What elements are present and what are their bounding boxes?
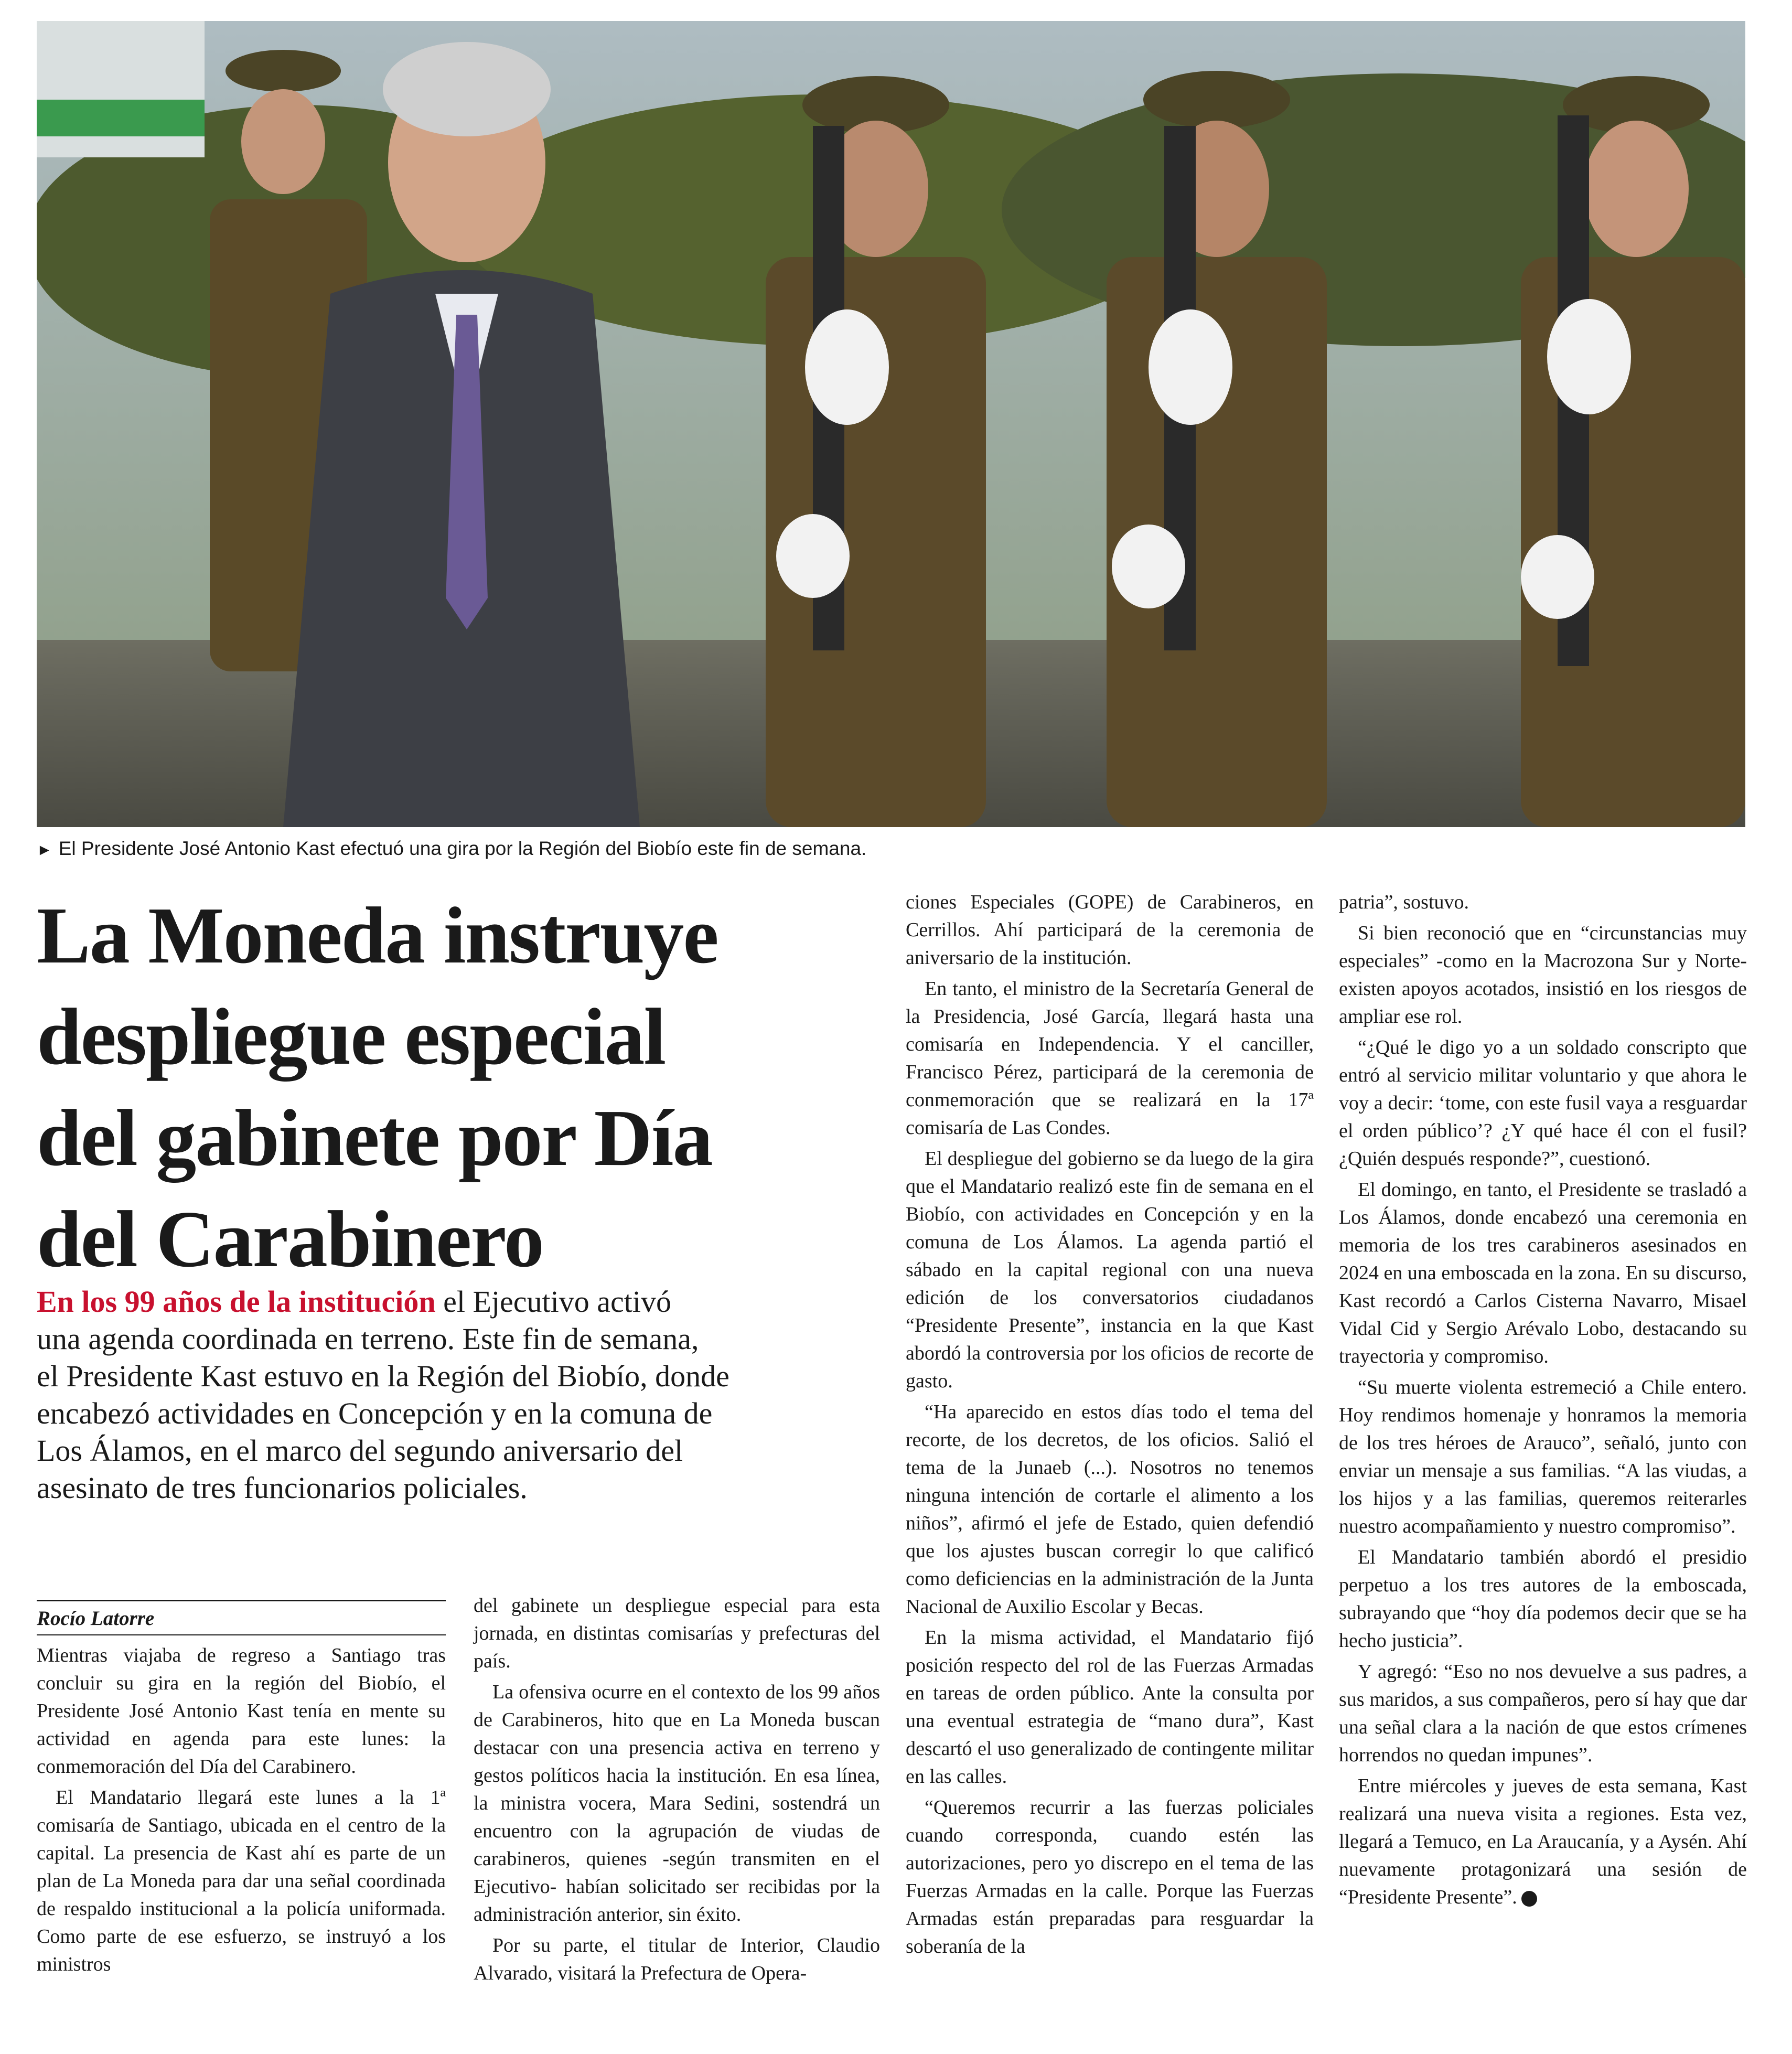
paragraph: El Mandatario llegará este lunes a la 1ª comisaría de Santiago, ubicada en el centro de la capital. La presencia de Kast ahí es parte de un plan de La Moneda para dar una señal coordinada de respaldo institucional a la policía uniformada. Como parte de ese esfuerzo, se instruyó a los ministros	[37, 1786, 446, 1975]
body-column-4	[1339, 889, 1747, 1911]
deck-line	[37, 1283, 886, 1320]
paragraph: El Mandatario también abordó el presidio perpetuo a los tres autores de la emboscada, subrayando que “hoy día podemos decir que se ha hecho justicia”.	[1339, 1546, 1747, 1652]
headline-line: despliegue especial	[37, 992, 666, 1082]
ceremony-photo-icon	[37, 21, 1745, 827]
paragraph: Y agregó: “Eso no nos devuelve a sus padres, a sus maridos, a sus compañeros, pero sí hay que dar una señal clara a la nación de que estos crímenes horrendos no quedan impunes”.	[1339, 1661, 1747, 1766]
deck	[37, 1283, 886, 1506]
caption-text: El Presidente José Antonio Kast efectuó una gira por la Región del Biobío este fin de semana.	[58, 838, 867, 859]
paragraph: Mientras viajaba de regreso a Santiago tras concluir su gira en la región del Biobío, el Presidente José Antonio Kast tenía en mente su actividad en agenda para este lunes: la conmemoración del Día del Carabinero.	[37, 1644, 446, 1778]
deck-line: asesinato de tres funcionarios policiales.	[37, 1471, 528, 1505]
paragraph: El domingo, en tanto, el Presidente se trasladó a Los Álamos, donde encabezó una ceremonia en memoria de los tres carabineros asesinados en 2024 en una emboscada en la zona. En su discurso, Kast recordó a Carlos Cisterna Navarro, Misael Vidal Cid y Sergio Arévalo Lobo, destacando su trayectoria y compromiso.	[1339, 1179, 1747, 1367]
end-of-article-icon	[1521, 1891, 1537, 1907]
body-column-3	[906, 889, 1314, 1961]
paragraph: “Su muerte violenta estremeció a Chile entero. Hoy rendimos homenaje y honramos la memoria de los tres héroes de Arauco”, señaló, junto con enviar un mensaje a sus familias. “A las viudas, a los hijos y a las familias, queremos reiterarles nuestro acompañamiento y nuestro compromiso”.	[1339, 1376, 1747, 1537]
paragraph: “¿Qué le digo yo a un soldado conscripto que entró al servicio militar voluntario y que ahora le voy a decir: ‘tome, con este fusil vaya a resguardar el orden público’? ¿Y qué hace él con el fusil? ¿Quién después responde?”, cuestionó.	[1339, 1036, 1747, 1170]
byline-rule-top	[37, 1600, 446, 1601]
deck-line: Los Álamos, en el marco del segundo aniversario del	[37, 1433, 683, 1468]
caption-marker-icon: ►	[37, 841, 52, 859]
photo-caption	[37, 835, 1745, 864]
paragraph: “Queremos recurrir a las fuerzas policiales cuando corresponda, cuando estén las autorizaciones, pero yo discrepo en el tema de las Fuerzas Armadas en la calle. Porque las Fuerzas Armadas están preparadas para resguardar la soberanía de la	[906, 1796, 1314, 1957]
deck-line-rest: el Ejecutivo activó	[435, 1285, 671, 1319]
headline-line: del gabinete por Día	[37, 1094, 712, 1183]
body-column-1	[37, 1642, 446, 1978]
byline: Rocío Latorre	[37, 1607, 155, 1630]
body-column-2	[474, 1592, 880, 1987]
paragraph: Si bien reconoció que en “circunstancias muy especiales” -como en la Macrozona Sur y Norte- existen apoyos acotados, insistió en los riesgos de ampliar ese rol.	[1339, 922, 1747, 1028]
paragraph: del gabinete un despliegue especial para esta jornada, en distintas comisarías y prefecturas del país.	[474, 1595, 880, 1672]
final-paragraph-text: Entre miércoles y jueves de esta semana, Kast realizará una nueva visita a regiones. Esta vez, llegará a Temuco, en La Araucanía, y a Aysén. Ahí nuevamente protagonizará una sesión de “Presidente Presente”.	[1339, 1775, 1747, 1908]
deck-lead: En los 99 años de la institución	[37, 1285, 436, 1319]
paragraph: En tanto, el ministro de la Secretaría General de la Presidencia, José García, llegará hasta una comisaría en Independencia. Y el canciller, Francisco Pérez, participará de la ceremonia de conmemoración que se realizará en la 17ª comisaría de Las Condes.	[906, 978, 1314, 1139]
headline	[37, 885, 886, 1290]
deck-line: encabezó actividades en Concepción y en la comuna de	[37, 1396, 713, 1430]
paragraph-final	[1339, 1772, 1747, 1911]
paragraph: En la misma actividad, el Mandatario fijó posición respecto del rol de las Fuerzas Armadas en tareas de orden público. Ante la consulta por una eventual estrategia de “mano dura”, Kast descartó el uso generalizado de contingente militar en las calles.	[906, 1627, 1314, 1788]
byline-rule-bottom	[37, 1634, 446, 1635]
paragraph: “Ha aparecido en estos días todo el tema del recorte, de los decretos, de los oficios. Salió el tema de la Junaeb (...). Nosotros no tenemos ninguna intención de cortarle el alimento a los niños”, afirmó el jefe de Estado, quien defendió que los ajustes buscan corregir lo que calificó como deficiencias en la administración de la Junta Nacional de Auxilio Escolar y Becas.	[906, 1401, 1314, 1618]
headline-line: La Moneda instruye	[37, 891, 718, 980]
article-photo	[37, 21, 1745, 827]
deck-line: una agenda coordinada en terreno. Este fin de semana,	[37, 1322, 699, 1356]
deck-line: el Presidente Kast estuvo en la Región del Biobío, donde	[37, 1359, 729, 1393]
paragraph: patria”, sostuvo.	[1339, 891, 1469, 913]
paragraph: ciones Especiales (GOPE) de Carabineros, en Cerrillos. Ahí participará de la ceremonia de aniversario de la institución.	[906, 891, 1314, 969]
paragraph: Por su parte, el titular de Interior, Claudio Alvarado, visitará la Prefectura de Opera-	[474, 1934, 880, 1984]
paragraph: La ofensiva ocurre en el contexto de los 99 años de Carabineros, hito que en La Moneda buscan destacar con una presencia activa en terreno y gestos políticos hacia la institución. En esa línea, la ministra vocera, Mara Sedini, sostendrá un encuentro con la agrupación de viudas de carabineros, quienes -según transmiten en el Ejecutivo- habían solicitado ser recibidas por la administración anterior, sin éxito.	[474, 1681, 880, 1925]
paragraph: El despliegue del gobierno se da luego de la gira que el Mandatario realizó este fin de semana en el Biobío, con actividades en Concepción y en la comuna de Los Álamos. La agenda partió el sábado en la capital regional con una nueva edición de los conversatorios ciudadanos “Presidente Presente”, instancia en la que Kast abordó la controversia por los oficios de recorte de gasto.	[906, 1148, 1314, 1392]
headline-line: del Carabinero	[37, 1195, 543, 1284]
